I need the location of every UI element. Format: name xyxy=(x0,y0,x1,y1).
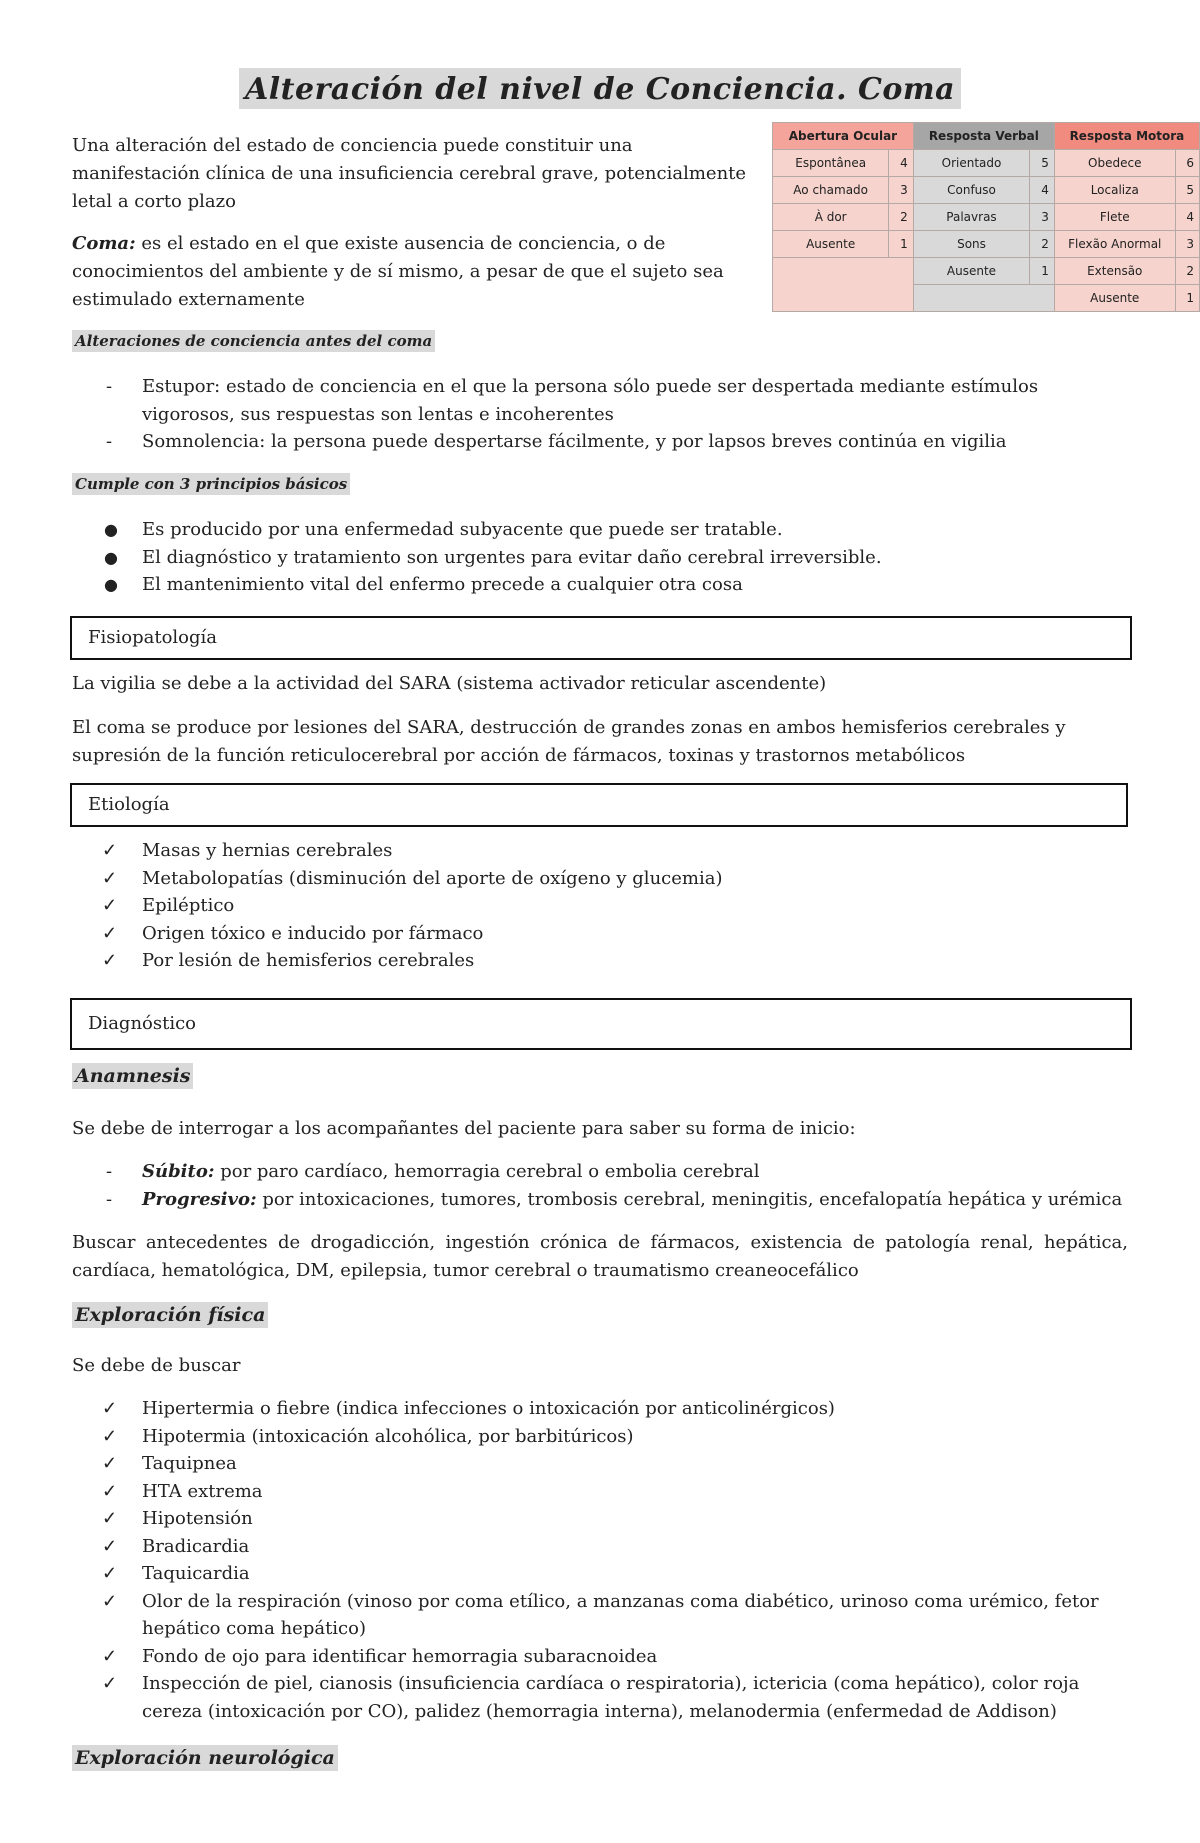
gcs-ocular-label: Ausente xyxy=(773,231,889,258)
list-item xyxy=(72,1395,1132,1423)
gcs-motora-label: Localiza xyxy=(1054,177,1175,204)
gcs-row xyxy=(773,258,1200,285)
check-icon: ✓ xyxy=(102,1673,118,1694)
list-item-text: Metabolopatías (disminución del aporte de oxígeno y glucemia) xyxy=(142,867,723,889)
gcs-row xyxy=(773,177,1200,204)
list-item-text: Epiléptico xyxy=(142,895,235,916)
list-item xyxy=(72,1186,1132,1214)
gcs-motora-label: Extensão xyxy=(1054,258,1175,285)
section-box-etiologia: Etiología xyxy=(70,783,1128,827)
glasgow-scale-table xyxy=(772,122,1200,312)
gcs-header-row xyxy=(773,123,1200,150)
coma-definition-text: es el estado en el que existe ausencia de conciencia, o de conocimientos del ambiente y de sí mismo, a pesar de que el sujeto sea estimulado externamente xyxy=(72,233,724,310)
gcs-motora-label: Obedece xyxy=(1054,150,1175,177)
list-item xyxy=(72,865,1132,893)
section-box-fisiopatologia: Fisiopatología xyxy=(70,616,1132,660)
gcs-verbal-score: 4 xyxy=(1030,177,1055,204)
gcs-verbal-score: 3 xyxy=(1030,204,1055,231)
antecedentes-paragraph: Buscar antecedentes de drogadicción, ingestión crónica de fármacos, existencia de patología renal, hepática, cardíaca, hematológica, DM, epilepsia, tumor cerebral o traumatismo creaneocefálico xyxy=(72,1232,1128,1281)
gcs-motora-score: 3 xyxy=(1175,231,1199,258)
list-item xyxy=(72,947,1132,975)
list-item-text: Es producido por una enfermedad subyacente que puede ser tratable. xyxy=(142,519,783,540)
page-title: Alteración del nivel de Conciencia. Coma xyxy=(239,68,961,109)
gcs-motora-score: 1 xyxy=(1175,285,1199,312)
list-item-text: Bradicardia xyxy=(142,1535,250,1557)
inicio-term: Progresivo: xyxy=(142,1188,257,1210)
gcs-ocular-empty xyxy=(773,258,914,312)
list-item-text: Estupor: estado de conciencia en el que la persona sólo puede ser despertada mediante estímulos vigorosos, sus respuestas son lentas e incoherentes xyxy=(142,376,1039,425)
coma-definition xyxy=(72,230,752,314)
list-item xyxy=(72,837,1132,865)
subheading-principios: Cumple con 3 principios básicos xyxy=(72,473,350,495)
list-item-text: HTA extrema xyxy=(142,1480,263,1502)
list-item-text: por paro cardíaco, hemorragia cerebral o embolia cerebral xyxy=(214,1161,760,1182)
list-item-text: Hipertermia o fiebre (indica infecciones o intoxicación por anticolinérgicos) xyxy=(142,1398,835,1419)
title-block xyxy=(0,68,1200,109)
list-item xyxy=(72,1560,1132,1588)
list-item xyxy=(72,1643,1132,1671)
subheading-exploracion-neurologica: Exploración neurológica xyxy=(72,1745,338,1771)
gcs-ocular-score: 4 xyxy=(889,150,913,177)
fisio-paragraph-1: La vigilia se debe a la actividad del SARA (sistema activador reticular ascendente) xyxy=(72,673,827,694)
inicio-term: Súbito: xyxy=(142,1161,215,1182)
list-item xyxy=(72,1670,1132,1725)
check-icon: ✓ xyxy=(102,1480,118,1502)
gcs-row xyxy=(773,231,1200,258)
list-item xyxy=(72,1588,1132,1643)
section-box-diagnostico: Diagnóstico xyxy=(70,998,1132,1050)
subheading-alteraciones: Alteraciones de conciencia antes del coma xyxy=(72,330,435,352)
alteraciones-list xyxy=(72,373,1132,456)
list-item-text: El mantenimiento vital del enfermo precede a cualquier otra cosa xyxy=(142,574,743,595)
list-item xyxy=(72,516,1132,544)
gcs-motora-score: 4 xyxy=(1175,204,1199,231)
list-item xyxy=(72,1505,1132,1533)
gcs-ocular-label: Ao chamado xyxy=(773,177,889,204)
etiologia-list xyxy=(72,837,1132,975)
gcs-verbal-score: 5 xyxy=(1030,150,1055,177)
list-item xyxy=(72,1478,1132,1506)
gcs-verbal-label: Palavras xyxy=(913,204,1029,231)
intro-paragraph: Una alteración del estado de conciencia puede constituir una manifestación clínica de una insuficiencia cerebral grave, potencialmente letal a corto plazo xyxy=(72,135,747,212)
list-item xyxy=(72,920,1132,948)
check-icon: ✓ xyxy=(102,1563,118,1584)
gcs-header-ocular: Abertura Ocular xyxy=(773,123,914,150)
gcs-verbal-empty xyxy=(913,285,1054,312)
gcs-motora-label: Flexão Anormal xyxy=(1054,231,1175,258)
list-item-text: Masas y hernias cerebrales xyxy=(142,840,393,861)
check-icon: ✓ xyxy=(102,867,118,889)
principios-list xyxy=(72,516,1132,599)
inicio-list xyxy=(72,1158,1132,1213)
bullet-marker: ● xyxy=(104,575,118,594)
fisio-paragraph-2: El coma se produce por lesiones del SARA, destrucción de grandes zonas en ambos hemisferios cerebrales y supresión de la función reticulocerebral por acción de fármacos, toxinas y trastornos metabólicos xyxy=(72,717,1066,766)
gcs-motora-score: 2 xyxy=(1175,258,1199,285)
list-item-text: Por lesión de hemisferios cerebrales xyxy=(142,950,475,971)
list-item-text: Fondo de ojo para identificar hemorragia subaracnoidea xyxy=(142,1645,658,1667)
list-item-text: El diagnóstico y tratamiento son urgentes para evitar daño cerebral irreversible. xyxy=(142,546,882,568)
gcs-ocular-score: 1 xyxy=(889,231,913,258)
check-icon: ✓ xyxy=(102,1508,118,1529)
gcs-header-verbal: Resposta Verbal xyxy=(913,123,1054,150)
gcs-motora-label: Ausente xyxy=(1054,285,1175,312)
gcs-verbal-label: Ausente xyxy=(913,258,1029,285)
check-icon: ✓ xyxy=(102,1535,118,1557)
gcs-verbal-label: Confuso xyxy=(913,177,1029,204)
intro-section xyxy=(72,132,752,328)
list-item xyxy=(72,1158,1132,1186)
gcs-verbal-label: Orientado xyxy=(913,150,1029,177)
subheading-exploracion-fisica: Exploración física xyxy=(72,1302,268,1328)
list-item xyxy=(72,544,1132,572)
check-icon: ✓ xyxy=(102,1425,118,1447)
list-item-text: Hipotermia (intoxicación alcohólica, por barbitúricos) xyxy=(142,1425,634,1447)
anamnesis-intro: Se debe de interrogar a los acompañantes del paciente para saber su forma de inicio: xyxy=(72,1118,856,1139)
gcs-motora-score: 6 xyxy=(1175,150,1199,177)
check-icon: ✓ xyxy=(102,1453,118,1474)
gcs-ocular-score: 3 xyxy=(889,177,913,204)
list-item xyxy=(72,373,1132,428)
bullet-marker: ● xyxy=(104,547,118,567)
gcs-ocular-label: Espontânea xyxy=(773,150,889,177)
gcs-ocular-label: À dor xyxy=(773,204,889,231)
gcs-verbal-score: 2 xyxy=(1030,231,1055,258)
dash-marker: - xyxy=(106,1188,113,1210)
list-item xyxy=(72,428,1132,456)
coma-term: Coma: xyxy=(72,233,136,254)
exploracion-intro: Se debe de buscar xyxy=(72,1355,241,1376)
gcs-verbal-label: Sons xyxy=(913,231,1029,258)
list-item xyxy=(72,892,1132,920)
gcs-row xyxy=(773,150,1200,177)
check-icon: ✓ xyxy=(102,1645,118,1667)
check-icon: ✓ xyxy=(102,1398,118,1419)
check-icon: ✓ xyxy=(102,950,118,971)
list-item xyxy=(72,1450,1132,1478)
list-item-text: por intoxicaciones, tumores, trombosis cerebral, meningitis, encefalopatía hepática y urémica xyxy=(256,1188,1123,1210)
gcs-header-motora: Resposta Motora xyxy=(1054,123,1199,150)
subheading-anamnesis: Anamnesis xyxy=(72,1063,193,1089)
list-item-text: Inspección de piel, cianosis (insuficiencia cardíaca o respiratoria), ictericia (coma hepático), color roja cereza (intoxicación por CO), palidez (hemorragia interna), melanodermia (enfermedad de Addison) xyxy=(142,1673,1080,1722)
list-item-text: Origen tóxico e inducido por fármaco xyxy=(142,922,484,944)
gcs-row xyxy=(773,204,1200,231)
check-icon: ✓ xyxy=(102,922,118,944)
list-item-text: Taquipnea xyxy=(142,1453,237,1474)
check-icon: ✓ xyxy=(102,840,118,861)
list-item xyxy=(72,1423,1132,1451)
list-item xyxy=(72,571,1132,599)
list-item xyxy=(72,1533,1132,1561)
list-item-text: Hipotensión xyxy=(142,1508,253,1529)
gcs-motora-label: Flete xyxy=(1054,204,1175,231)
gcs-ocular-score: 2 xyxy=(889,204,913,231)
list-item-text: Taquicardia xyxy=(142,1563,250,1584)
check-icon: ✓ xyxy=(102,1590,118,1612)
bullet-marker: ● xyxy=(104,520,118,539)
list-item-text: Somnolencia: la persona puede despertarse fácilmente, y por lapsos breves continúa en vigilia xyxy=(142,431,1007,452)
list-item-text: Olor de la respiración (vinoso por coma etílico, a manzanas coma diabético, urinoso coma urémico, fetor hepático coma hepático) xyxy=(142,1590,1099,1639)
dash-marker: - xyxy=(106,376,113,397)
dash-marker: - xyxy=(106,431,113,452)
gcs-motora-score: 5 xyxy=(1175,177,1199,204)
exploracion-list xyxy=(72,1395,1132,1725)
dash-marker: - xyxy=(106,1161,113,1182)
check-icon: ✓ xyxy=(102,895,118,916)
gcs-verbal-score: 1 xyxy=(1030,258,1055,285)
